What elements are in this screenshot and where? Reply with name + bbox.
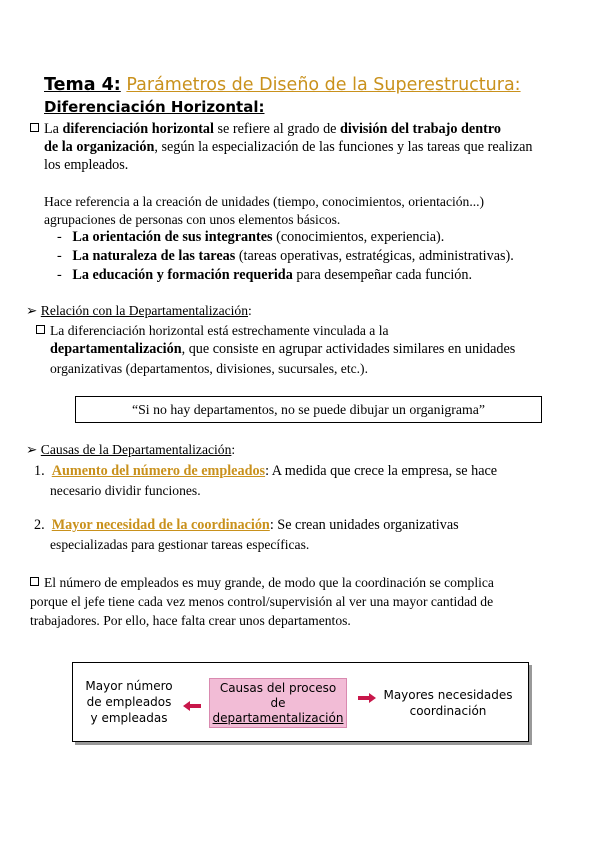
diagram-left-text: Mayor número de empleados y empleadas (85, 679, 173, 725)
paragraph-reference-l2: agrupaciones de personas con unos elementos básicos. (44, 212, 341, 227)
paragraph-definition-l2: de la organización, según la especialización de las funciones y las tareas que realizan (44, 139, 533, 155)
list-item: - La educación y formación requerida para desempeñar cada función. (57, 267, 473, 283)
relacion-heading: ➢ Relación con la Departamentalización: (26, 303, 252, 318)
causa-item-2: 2. Mayor necesidad de la coordinación: Se crean unidades organizativas (34, 517, 459, 533)
section-subtitle: Diferenciación Horizontal: (44, 98, 265, 116)
causa-item-1: 1. Aumento del número de empleados: A medida que crece la empresa, se hace (34, 463, 498, 479)
page-title (44, 74, 521, 96)
paragraph-employees-l2: porque el jefe tiene cada vez menos control/supervisión al ver una mayor cantidad de (30, 594, 494, 609)
departamentalizacion-diagram (72, 662, 529, 742)
relacion-text-l2: departamentalización, que consiste en agrupar actividades similares en unidades (50, 341, 516, 357)
list-item: - La naturaleza de las tareas (tareas operativas, estratégicas, administrativas). (57, 248, 514, 264)
causas-heading: ➢ Causas de la Departamentalización: (26, 442, 236, 457)
paragraph-definition: La diferenciación horizontal se refiere al grado de división del trabajo dentro (30, 120, 501, 138)
paragraph-definition-l3: los empleados. (44, 157, 129, 173)
checkbox-bullet (30, 123, 39, 132)
tema-title: Parámetros de Diseño de la Superestructura: (126, 75, 521, 95)
list-item: - La orientación de sus integrantes (conocimientos, experiencia). (57, 229, 445, 245)
quote-box: “Si no hay departamentos, no se puede dibujar un organigrama” (75, 396, 542, 423)
diagram-center-box: Causas del proceso de departamentalización (209, 678, 347, 728)
arrowhead-bullet-icon: ➢ (26, 442, 38, 457)
arrow-left-icon (183, 701, 201, 711)
checkbox-bullet (30, 577, 39, 586)
tema-label: Tema 4: (44, 75, 121, 95)
paragraph-employees-l3: trabajadores. Por ello, hace falta crear unos departamentos. (30, 613, 351, 628)
diagram-right-text: Mayores necesidades coordinación (383, 688, 513, 718)
causa-item-2-l2: especializadas para gestionar tareas específicas. (50, 537, 310, 552)
checkbox-bullet (36, 325, 45, 334)
paragraph-reference-l1: Hace referencia a la creación de unidades (tiempo, conocimientos, orientación...) (44, 194, 485, 209)
causa-item-1-l2: necesario dividir funciones. (50, 483, 201, 498)
relacion-text-l3: organizativas (departamentos, divisiones, sucursales, etc.). (50, 361, 368, 376)
relacion-text-l1: La diferenciación horizontal está estrechamente vinculada a la (36, 321, 389, 340)
paragraph-employees-l1: El número de empleados es muy grande, de modo que la coordinación se complica (30, 573, 494, 592)
arrowhead-bullet-icon: ➢ (26, 303, 38, 318)
